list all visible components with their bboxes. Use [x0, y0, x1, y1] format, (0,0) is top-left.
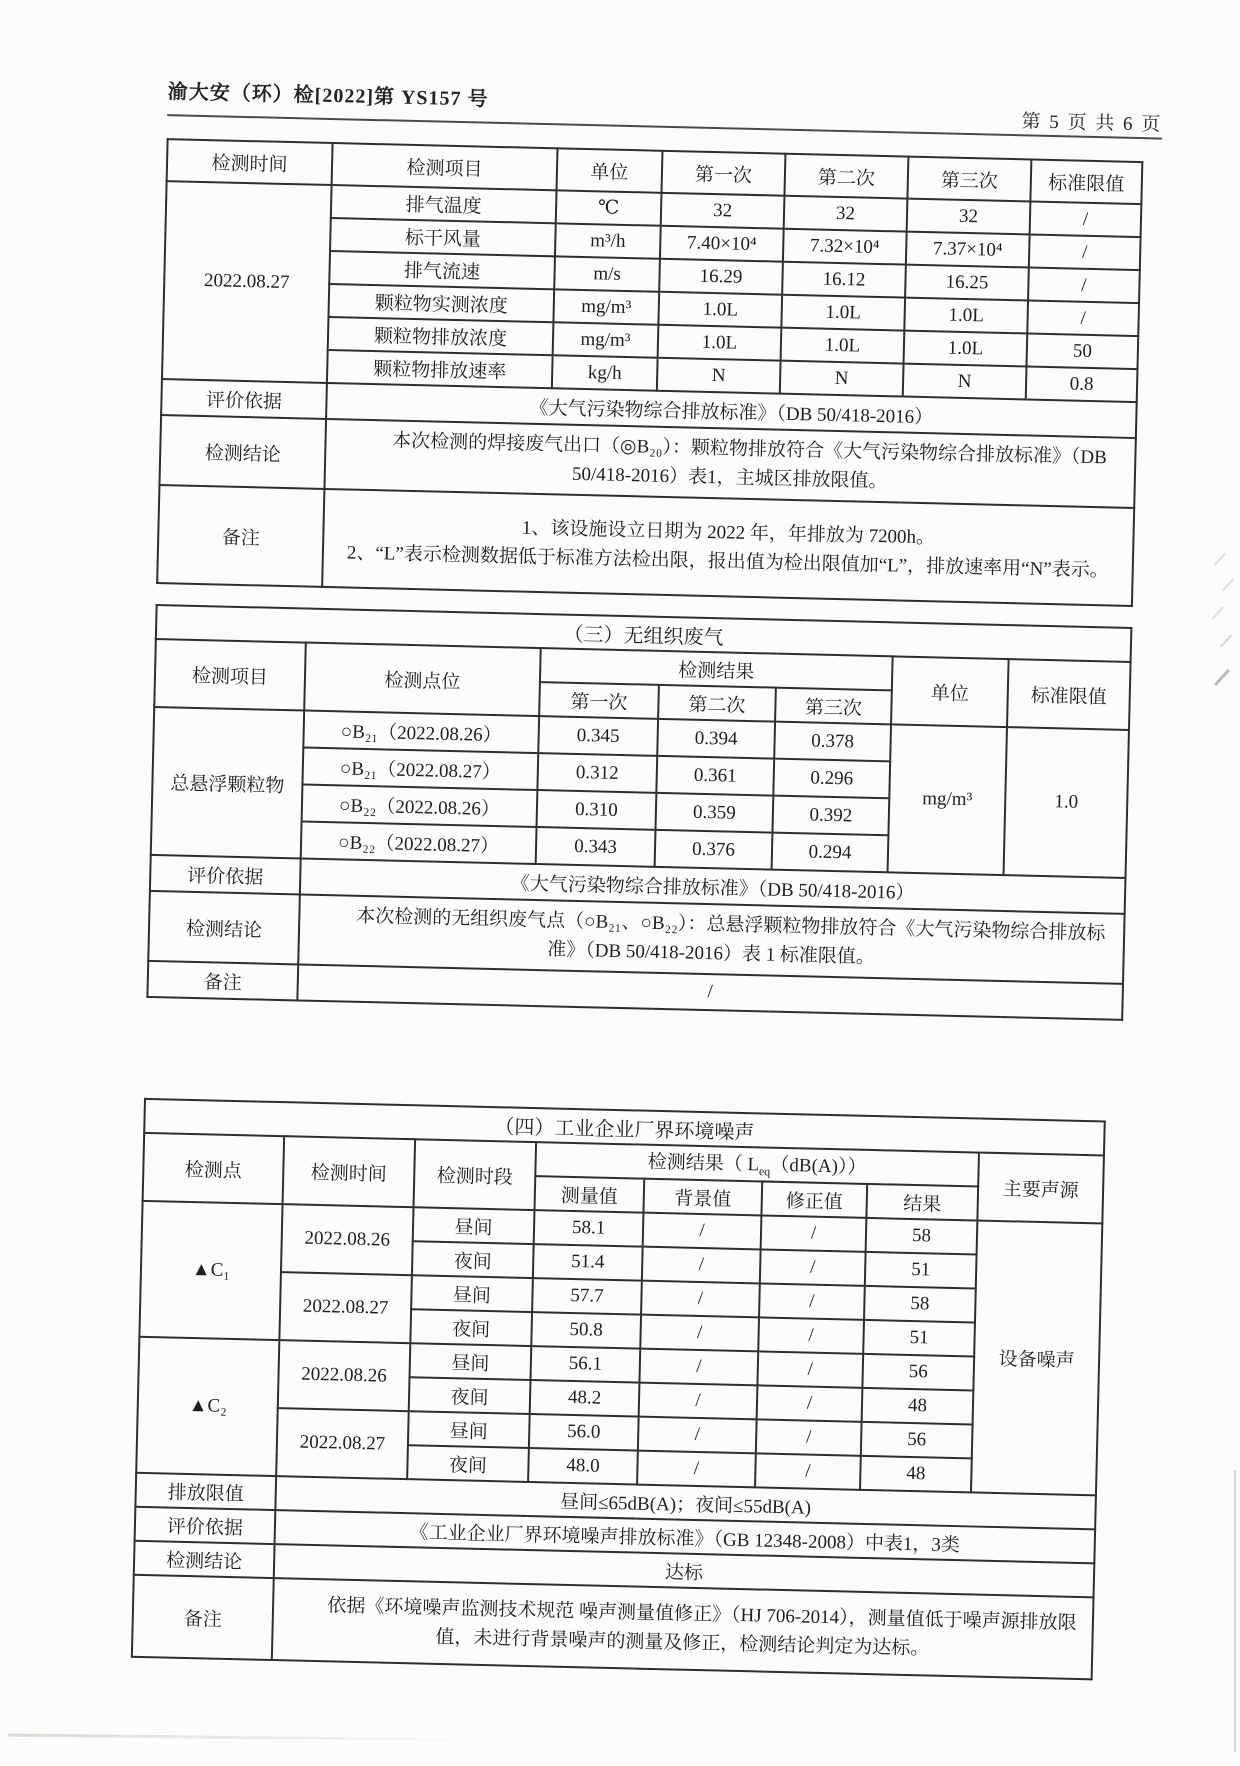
date-cell: 2022.08.26: [278, 1340, 411, 1411]
column-header: 检测点: [143, 1133, 285, 1204]
value-cell: 32: [784, 196, 908, 232]
value-cell: 1.0L: [781, 328, 905, 364]
basis-text: 《大气污染物综合排放标准》（DB 50/418-2016）: [326, 383, 1137, 438]
value-cell: /: [638, 1417, 757, 1454]
period-cell: 昼间: [410, 1343, 532, 1380]
column-header: 标准限值: [1007, 659, 1131, 730]
value-cell: /: [639, 1349, 758, 1386]
value-cell: /: [755, 1453, 861, 1489]
point-cell: ○B₂₁（2022.08.27）: [302, 748, 538, 791]
value-cell: /: [761, 1215, 867, 1251]
row-label: 评价依据: [150, 855, 301, 895]
value-cell: 0.343: [536, 827, 656, 867]
value-cell: 0.392: [772, 796, 889, 836]
column-header: 检测项目: [154, 639, 306, 711]
unit-cell: mg/m³: [888, 724, 1007, 875]
value-cell: /: [637, 1451, 756, 1488]
column-header: 单位: [557, 148, 663, 192]
column-header: 主要声源: [977, 1153, 1104, 1224]
row-label: 检测结论: [134, 1541, 275, 1578]
column-header: 检测时段: [414, 1139, 537, 1210]
note-text: /: [297, 964, 1123, 1019]
value-cell: 1.0L: [658, 292, 782, 328]
note-line: 2、“L”表示检测数据低于标准方法检出限，报出值为检出限值加“L”，排放速率用“N”表示。: [346, 542, 1109, 582]
value-cell: 0.310: [537, 790, 657, 830]
limit-cell: 0.8: [1026, 366, 1138, 402]
value-cell: 56.1: [530, 1346, 640, 1383]
value-cell: 50.8: [531, 1312, 641, 1349]
value-cell: 58: [864, 1286, 976, 1323]
value-cell: 51: [863, 1320, 975, 1357]
item-cell: 颗粒物排放浓度: [328, 317, 554, 355]
boundary-noise-table: [131, 1098, 1106, 1681]
row-label: 检测结论: [148, 891, 300, 965]
note-text: 依据《环境噪声监测技术规范 噪声测量值修正》（HJ 706-2014），测量值低于噪声源排放限值，未进行背景噪声的测量及修正，检测结论判定为达标。: [272, 1578, 1094, 1679]
period-cell: 夜间: [407, 1445, 529, 1482]
limit-cell: /: [1027, 300, 1139, 336]
column-header: 第三次: [775, 688, 892, 725]
value-cell: /: [757, 1351, 863, 1387]
limit-cell: 1.0: [1004, 727, 1129, 878]
value-cell: 0.376: [655, 830, 773, 870]
value-cell: 58: [866, 1218, 978, 1255]
value-cell: /: [759, 1283, 865, 1319]
value-cell: /: [639, 1383, 758, 1420]
organized-exhaust-table: [156, 138, 1143, 607]
column-header: 修正值: [761, 1181, 867, 1217]
value-cell: 32: [661, 193, 785, 229]
date-cell: 2022.08.26: [281, 1204, 414, 1275]
value-cell: 16.25: [905, 265, 1029, 301]
document-number: 渝大安（环）检[2022]第 YS157 号: [167, 81, 489, 111]
note-text: [322, 489, 1134, 606]
item-cell: 排气温度: [331, 185, 557, 223]
value-cell: 1.0L: [904, 331, 1028, 367]
period-cell: 夜间: [412, 1241, 534, 1278]
period-cell: 昼间: [411, 1275, 533, 1312]
value-cell: /: [760, 1249, 866, 1285]
date-cell: 2022.08.27: [276, 1408, 409, 1479]
result-header-text: 检测结果（ L: [647, 1151, 760, 1176]
conclusion-text: 本次检测的焊接废气出口（◎B₂₀）：颗粒物排放符合《大气污染物综合排放标准》（DB 50/418-2016）表1，主城区排放限值。: [324, 419, 1135, 508]
unit-cell: ℃: [556, 190, 662, 225]
value-cell: /: [640, 1315, 759, 1352]
result-header-text: （dB(A)））: [770, 1154, 867, 1178]
item-cell: 排气流速: [329, 251, 555, 289]
point-cell: ○B₂₁（2022.08.26）: [303, 711, 539, 754]
column-header: 检测项目: [332, 143, 558, 190]
value-cell: 7.40×10⁴: [660, 226, 784, 262]
row-label: 备注: [147, 961, 298, 1001]
value-cell: /: [643, 1213, 762, 1250]
column-header: 第二次: [658, 685, 776, 722]
column-header: 检测时间: [283, 1136, 416, 1207]
value-cell: 0.394: [657, 719, 775, 759]
value-cell: /: [758, 1317, 864, 1353]
value-cell: 7.32×10⁴: [783, 229, 907, 265]
value-cell: 0.359: [655, 793, 773, 833]
value-cell: 0.378: [774, 722, 891, 762]
unit-cell: m/s: [554, 256, 660, 291]
scan-edge-line: [1234, 1470, 1236, 1752]
value-cell: 51.4: [533, 1244, 643, 1281]
conclusion-text: 达标: [274, 1544, 1095, 1597]
value-cell: 0.312: [537, 753, 657, 793]
column-header: 标准限值: [1030, 160, 1142, 205]
value-cell: /: [641, 1281, 760, 1318]
date-cell: 2022.08.27: [162, 181, 332, 383]
column-header: 单位: [891, 656, 1009, 727]
value-cell: 1.0L: [904, 298, 1028, 334]
document-header: [167, 75, 1163, 139]
row-label: 检测结论: [159, 415, 326, 489]
column-header: 检测结果: [540, 648, 893, 690]
point-cell: ○B₂₂（2022.08.26）: [302, 785, 538, 828]
period-cell: 夜间: [409, 1377, 531, 1414]
point-cell: ○B₂₂（2022.08.27）: [301, 821, 537, 864]
column-header: 测量值: [534, 1176, 644, 1213]
value-cell: 0.361: [656, 756, 774, 796]
source-cell: 设备噪声: [971, 1221, 1102, 1496]
table-title: （三）无组织废气: [156, 605, 1132, 662]
limit-cell: /: [1028, 267, 1140, 303]
page-indicator: 第 5 页 共 6 页: [1021, 111, 1163, 136]
unit-cell: m³/h: [555, 223, 661, 258]
note-line: 1、该设施设立日期为 2022 年，年排放为 7200h。: [521, 517, 936, 548]
value-cell: /: [642, 1247, 761, 1284]
unit-cell: mg/m³: [553, 322, 659, 357]
column-header: 第二次: [784, 154, 908, 199]
value-cell: 57.7: [532, 1278, 642, 1315]
period-cell: 昼间: [408, 1411, 530, 1448]
row-label: 备注: [132, 1575, 274, 1660]
value-cell: N: [657, 358, 781, 394]
value-cell: 58.1: [534, 1210, 644, 1247]
column-header: 结果: [866, 1184, 978, 1221]
column-header: 第一次: [661, 151, 785, 196]
item-cell: 标干风量: [330, 218, 556, 256]
unit-cell: mg/m³: [553, 289, 659, 324]
value-cell: 56: [861, 1422, 973, 1459]
value-cell: 16.29: [659, 259, 783, 295]
column-header: 检测时间: [167, 139, 333, 185]
value-cell: 51: [865, 1252, 977, 1289]
value-cell: /: [756, 1419, 862, 1455]
point-cell: ▲C₁: [139, 1201, 282, 1340]
row-label: 备注: [157, 485, 324, 587]
item-cell: 总悬浮颗粒物: [151, 707, 304, 858]
value-cell: 56.0: [529, 1414, 639, 1451]
basis-text: 《工业企业厂界环境噪声排放标准》（GB 12348-2008）中表1，3类: [275, 1510, 1096, 1563]
value-cell: 1.0L: [658, 325, 782, 361]
period-cell: 昼间: [413, 1207, 535, 1244]
row-label: 排放限值: [135, 1473, 276, 1510]
value-cell: 7.37×10⁴: [906, 232, 1030, 268]
value-cell: 56: [862, 1354, 974, 1391]
value-cell: 48.0: [528, 1448, 638, 1485]
row-label: 评价依据: [161, 379, 327, 419]
limit-text: 昼间≤65dB(A)；夜间≤55dB(A): [275, 1476, 1096, 1529]
item-cell: 颗粒物实测浓度: [328, 284, 554, 322]
value-cell: 16.12: [782, 262, 906, 298]
item-cell: 颗粒物排放速率: [327, 350, 553, 388]
column-header: 检测点位: [304, 643, 541, 717]
leq-subscript: eq: [758, 1164, 771, 1179]
conclusion-text: 本次检测的无组织废气点（○B₂₁、○B₂₂）：总悬浮颗粒物排放符合《大气污染物综合排放标准》（DB 50/418-2016）表 1 标准限值。: [298, 894, 1124, 983]
value-cell: /: [757, 1385, 863, 1421]
column-header: 第一次: [539, 682, 659, 719]
value-cell: N: [780, 361, 904, 397]
value-cell: 48.2: [530, 1380, 640, 1417]
point-cell: ▲C₂: [136, 1337, 279, 1476]
value-cell: 1.0L: [781, 295, 905, 331]
fugitive-exhaust-table: [146, 604, 1132, 1021]
limit-cell: /: [1029, 234, 1141, 270]
column-header: 第三次: [907, 157, 1031, 202]
table-title: （四）工业企业厂界环境噪声: [144, 1099, 1105, 1156]
row-label: 评价依据: [135, 1507, 276, 1544]
limit-cell: 50: [1027, 333, 1139, 369]
column-header: 背景值: [643, 1179, 762, 1216]
value-cell: 0.296: [773, 759, 890, 799]
value-cell: 48: [860, 1456, 972, 1493]
limit-cell: /: [1030, 201, 1142, 237]
period-cell: 夜间: [410, 1309, 532, 1346]
value-cell: 0.294: [772, 833, 889, 873]
value-cell: 0.345: [538, 716, 658, 756]
date-cell: 2022.08.27: [279, 1272, 412, 1343]
unit-cell: kg/h: [552, 355, 658, 390]
value-cell: 48: [862, 1388, 974, 1425]
value-cell: N: [903, 364, 1027, 400]
basis-text: 《大气污染物综合排放标准》（DB 50/418-2016）: [300, 858, 1126, 913]
value-cell: 32: [907, 199, 1031, 235]
